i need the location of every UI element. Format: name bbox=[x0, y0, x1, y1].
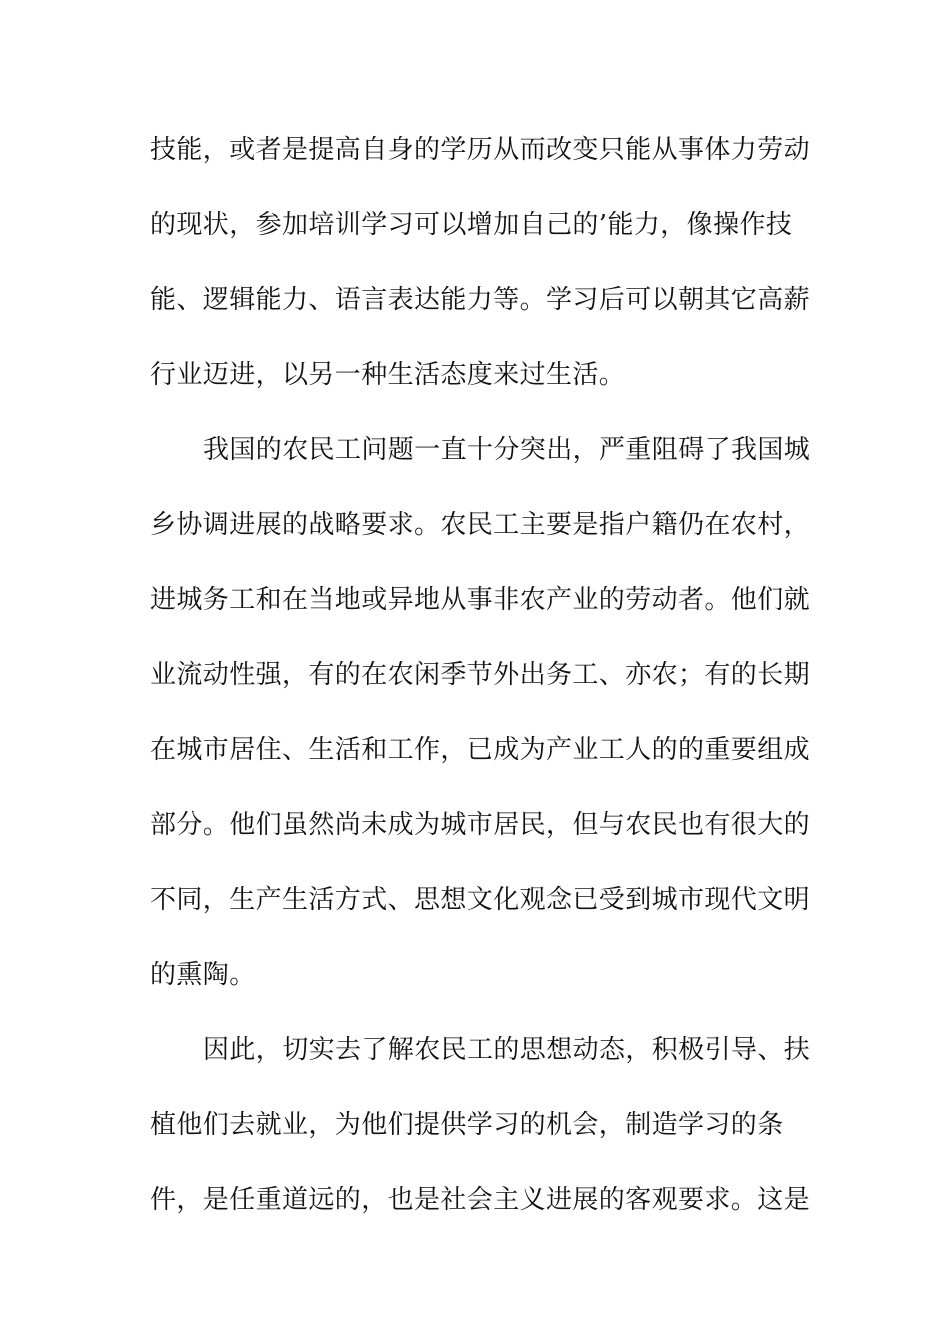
text-line-12: 的熏陶。 bbox=[150, 960, 256, 990]
text-line-3: 能、逻辑能力、语言表达能力等。学习后可以朝其它高薪 bbox=[150, 285, 811, 315]
text-line-10: 部分。他们虽然尚未成为城市居民，但与农民也有很大的 bbox=[150, 810, 811, 840]
text-line-7: 进城务工和在当地或异地从事非农产业的劳动者。他们就 bbox=[150, 585, 811, 615]
paragraph-start-line: 我国的农民工问题一直十分突出，严重阻碍了我国城 bbox=[203, 435, 811, 465]
text-line-14: 植他们去就业，为他们提供学习的机会，制造学习的条 bbox=[150, 1110, 784, 1140]
text-line-4: 行业迈进，以另一种生活态度来过生活。 bbox=[150, 360, 626, 390]
text-line-2: 的现状，参加培训学习可以增加自己的’能力，像操作技 bbox=[150, 210, 793, 240]
paragraph-start-line: 因此，切实去了解农民工的思想动态，积极引导、扶 bbox=[203, 1035, 811, 1065]
text-line-11: 不同，生产生活方式、思想文化观念已受到城市现代文明 bbox=[150, 885, 811, 915]
text-line-15: 件，是任重道远的，也是社会主义进展的客观要求。这是 bbox=[150, 1185, 811, 1215]
text-line-1: 技能，或者是提高自身的学历从而改变只能从事体力劳动 bbox=[150, 135, 811, 165]
text-line-9: 在城市居住、生活和工作，已成为产业工人的的重要组成 bbox=[150, 735, 811, 765]
text-line-6: 乡协调进展的战略要求。农民工主要是指户籍仍在农村， bbox=[150, 510, 811, 540]
text-line-8: 业流动性强，有的在农闲季节外出务工、亦农；有的长期 bbox=[150, 660, 811, 690]
